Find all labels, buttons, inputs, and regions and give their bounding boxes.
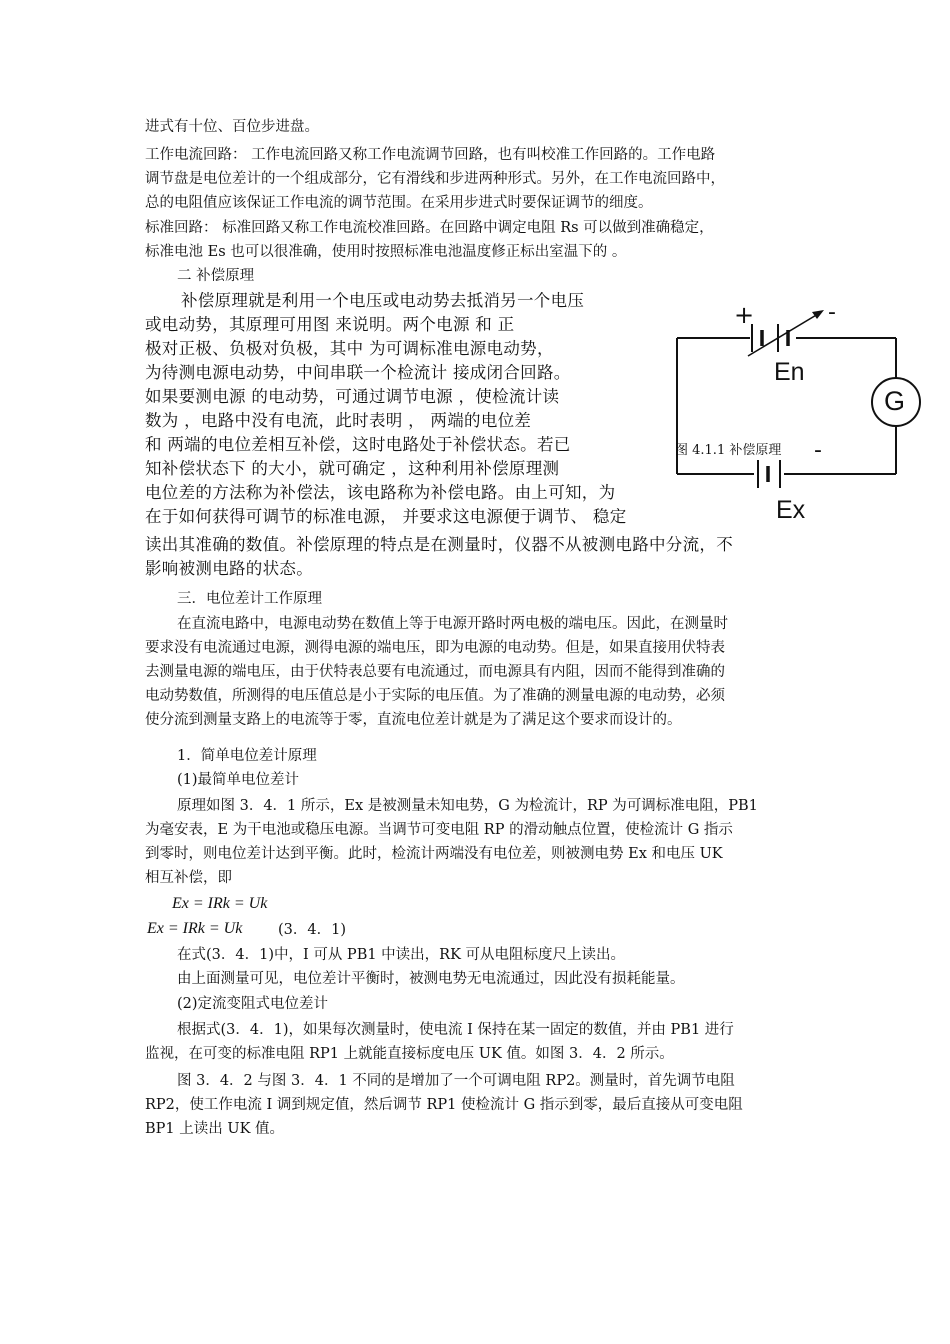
text-line: 极对正极、负极对负极，其中 为可调标准电源电动势， [145, 339, 554, 358]
text-line: 电动势数值，所测得的电压值总是小于实际的电压值。为了准确的测量电源的电动势，必须 [145, 688, 725, 704]
text-line: 读出其准确的数值。补偿原理的特点是在测量时，仪器不从被测电路中分流，不 [145, 535, 733, 554]
text-line: 在式(3．4．1)中，I 可从 PB1 中读出，RK 可从电阻标度尺上读出。 [177, 947, 626, 963]
text-line: 在于如何获得可调节的标准电源， 并要求这电源便于调节、 稳定 [145, 507, 627, 526]
figure-caption: 图 4.1.1 补偿原理 [675, 443, 782, 458]
section-heading: 二 补偿原理 [177, 268, 255, 284]
minus-sign: - [828, 300, 836, 325]
text-line: 和 两端的电位差相互补偿，这时电路处于补偿状态。若已 [145, 435, 571, 454]
text-line: 监视，在可变的标准电阻 RP1 上就能直接标度电压 UK 值。如图 3．4．2 所示。 [145, 1046, 674, 1062]
text-line: 图 3．4．2 与图 3．4．1 不同的是增加了一个可调电阻 RP2。测量时，首先调节电阻 [177, 1073, 735, 1089]
minus-sign: - [814, 438, 822, 463]
text-line: 调节盘是电位差计的一个组成部分，它有滑线和步进两种形式。另外，在工作电流回路中， [145, 171, 725, 187]
text-line: BP1 上读出 UK 值。 [145, 1121, 285, 1137]
text-line: 根据式(3．4．1)，如果每次测量时，使电流 I 保持在某一固定的数值，并由 PB1 进行 [177, 1022, 734, 1038]
text-line: 为毫安表，E 为干电池或稳压电源。当调节可变电阻 RP 的滑动触点位置，使检流计 G 指示 [145, 822, 733, 838]
text-line: 去测量电源的端电压，由于伏特表总要有电流通过，而电源具有内阻，因而不能得到准确的 [145, 664, 725, 680]
text-line: 工作电流回路： 工作电流回路又称工作电流调节回路，也有叫校准工作回路的。工作电路 [145, 147, 716, 163]
text-line: 总的电阻值应该保证工作电流的调节范围。在采用步进式时要保证调节的细度。 [145, 195, 653, 211]
text-line: 影响被测电路的状态。 [145, 559, 313, 578]
text-line: 在直流电路中，电源电动势在数值上等于电源开路时两电极的端电压。因此，在测量时 [177, 616, 728, 632]
text-line: 进式有十位、百位步进盘。 [145, 119, 319, 135]
compensation-circuit-figure [668, 298, 938, 530]
text-line: RP2，使工作电流 I 调到规定值，然后调节 RP1 使检流计 G 指示到零，最后直接从可变电阻 [145, 1097, 743, 1113]
section-heading: 三．电位差计工作原理 [177, 591, 322, 607]
text-line: 使分流到测量支路上的电流等于零，直流电位差计就是为了满足这个要求而设计的。 [145, 712, 682, 728]
label-g: G [884, 386, 906, 416]
label-en: En [774, 358, 805, 386]
equation: Ex = IRk = Uk [147, 920, 243, 937]
equation: Ex = IRk = Uk [172, 895, 268, 912]
text-line: 补偿原理就是利用一个电压或电动势去抵消另一个电压 [181, 291, 585, 310]
text-line: 数为 ，电路中没有电流，此时表明 ， 两端的电位差 [145, 411, 532, 430]
equation-number: (3．4．1) [278, 922, 346, 938]
text-line: 由上面测量可见，电位差计平衡时，被测电势无电流通过，因此没有损耗能量。 [177, 971, 685, 987]
text-line: 或电动势，其原理可用图 来说明。两个电源 和 正 [145, 315, 515, 334]
text-line: 原理如图 3．4．1 所示，Ex 是被测量未知电势，G 为检流计，RP 为可调标准电阻，PB1 [177, 798, 758, 814]
text-line: 标准电池 Es 也可以很准确，使用时按照标准电池温度修正标出室温下的 。 [145, 244, 627, 260]
subsection-heading: (1)最简单电位差计 [177, 772, 300, 788]
text-line: 为待测电源电动势，中间串联一个检流计 接成闭合回路。 [145, 363, 571, 382]
subsection-heading: (2)定流变阻式电位差计 [177, 996, 329, 1012]
label-ex: Ex [776, 496, 806, 524]
text-line: 到零时，则电位差计达到平衡。此时，检流计两端没有电位差，则被测电势 Ex 和电压 UK [145, 846, 723, 862]
plus-sign: + [734, 301, 755, 329]
text-line: 电位差的方法称为补偿法，该电路称为补偿电路。由上可知，为 [145, 483, 616, 502]
subsection-heading: 1．简单电位差计原理 [177, 748, 317, 764]
text-line: 相互补偿，即 [145, 870, 232, 886]
text-line: 标准回路： 标准回路又称工作电流校准回路。在回路中调定电阻 Rs 可以做到准确稳定， [145, 220, 714, 236]
text-line: 如果要测电源 的电动势，可通过调节电源 ，使检流计读 [145, 387, 560, 406]
text-line: 要求没有电流通过电源，测得电源的端电压，即为电源的电动势。但是，如果直接用伏特表 [145, 640, 725, 656]
text-line: 知补偿状态下 的大小，就可确定 ，这种利用补偿原理测 [145, 459, 560, 478]
